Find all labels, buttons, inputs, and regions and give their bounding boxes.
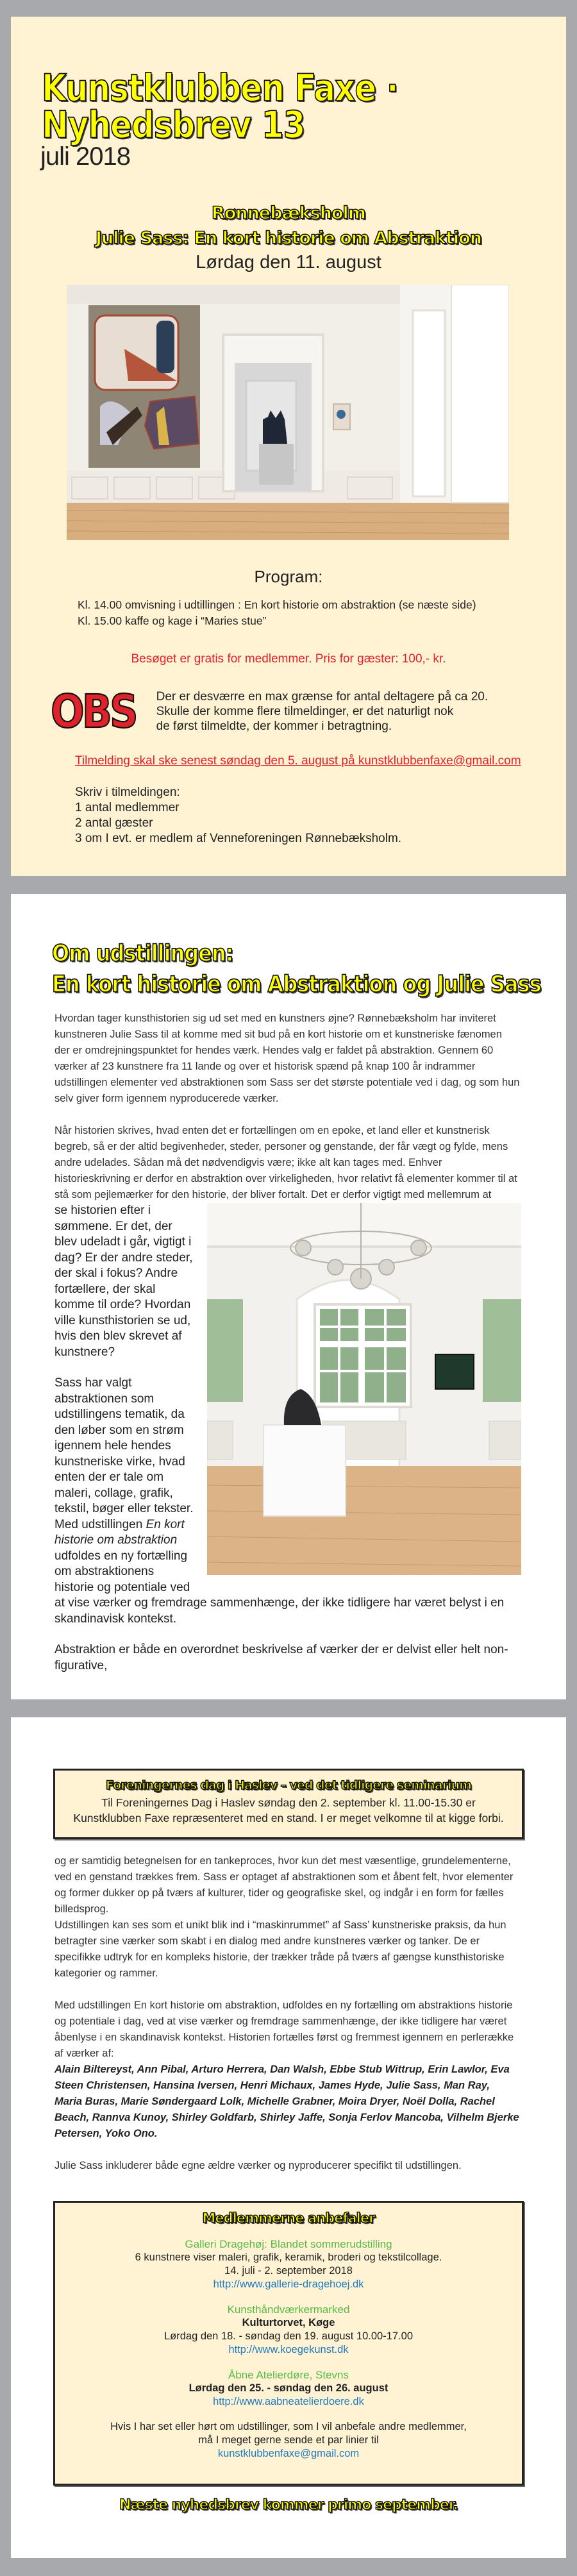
obs-line: de først tilmeldte, der kommer i betragtning.: [156, 720, 392, 733]
about-paragraph: Hvordan tager kunsthistorien sig ud set med en kunstners øjne? Rønnebæksholm har inviteret kunstneren Julie Sass til at komme med sit bud på en kort historie om et kunstneriske fænomen der er omdrejningspunktet for hendes værk. Hendes valg er faldet på abstraktion. Gennem 60 værker af 23 kunstnere fra 11 lande og over et historisk spænd på knap 100 år indrammer udstillingen elementer ved abstraktionen som Sass ser det største potentiale ved i dag, og som hun selv giver form igennem nyproducerede værker.: [54, 1013, 520, 1104]
outro-line: må I meget gerne sende et par linier til: [198, 2434, 379, 2446]
exhibition-title-italic: En kort historie om abstraktion: [54, 1517, 185, 1547]
haslev-heading: Foreningernes dag i Haslev – ved det tidligere seminarium: [106, 1778, 471, 1792]
about-heading-line: En kort historie om Abstraktion og Julie Sass: [52, 970, 541, 998]
recommendation-link[interactable]: http://www.koegekunst.dk: [228, 2344, 349, 2355]
newsletter-page-2: [11, 894, 566, 1699]
about-paragraph: Abstraktion er både en overordnet beskrivelse af værker der er delvist eller helt non-figurative,: [54, 1643, 508, 1672]
artist-list: Alain Biltereyst, Ann Pibal, Arturo Herrera, Dan Walsh, Ebbe Stub Wittrup, Erin Lawlor, Eva Steen Christensen, Hansina Iversen, Henri Michaux, James Hyde, Julie Sass, Man Ray, Maria Buras, Marie Søndergaard Lolk, Michelle Grabner, Moira Dryer, Noël Dolla, Rachel Beach, Rannva Kunoy, Shirley Goldfarb, Shirley Jaffe, Sonja Ferlov Mancoba, Vilhelm Bjerke Petersen, Yoko Ono.: [54, 2064, 519, 2139]
signup-item: 2 antal gæster: [75, 816, 153, 830]
obs-text: [156, 689, 489, 734]
signup-deadline-link[interactable]: Tilmelding skal ske senest søndag den 5. august på kunstklubbenfaxe@gmail.com: [75, 754, 521, 768]
about-article-continued: [54, 1203, 521, 1674]
program-heading: Program:: [254, 567, 323, 586]
signup-item: 1 antal medlemmer: [75, 801, 180, 814]
recommendation-title: Åbne Atelierdøre, Stevns: [228, 2369, 349, 2381]
haslev-line: Til Foreningernes Dag i Haslev søndag den 2. september kl. 11.00-15.30 er: [101, 1796, 476, 1809]
price-notice: Besøget er gratis for medlemmer. Pris for gæster: 100,- kr.: [131, 652, 446, 666]
obs-line: Skulle der komme flere tilmeldinger, er det naturligt nok: [156, 705, 454, 718]
program-line: Kl. 15.00 kaffe og kage i “Maries stue”: [78, 614, 267, 627]
haslev-line: Kunstklubben Faxe repræsenteret med en stand. I er meget velkomne til at kigge forbi.: [73, 1812, 504, 1824]
obs-line: Der er desværre en max grænse for antal deltagere på ca 20.: [156, 690, 489, 703]
signup-instructions: [75, 785, 566, 846]
contact-email-link[interactable]: kunstklubbenfaxe@gmail.com: [217, 2448, 360, 2459]
chandelier-room-image: [207, 1203, 521, 1575]
next-newsletter-note: Næste nyhedsbrev kommer primo september.: [119, 2497, 458, 2513]
haslev-text: [62, 1795, 515, 1826]
recommendation-dates: 14. juli - 2. september 2018: [224, 2265, 353, 2277]
obs-notice: [51, 684, 566, 738]
recommendation-outro: [62, 2420, 515, 2461]
recommendation-dates: Lørdag den 18. - søndag den 19. august 10.00-17.00: [163, 2330, 414, 2342]
recommendation-link[interactable]: http://www.gallerie-dragehoej.dk: [213, 2278, 364, 2290]
newsletter-page-1: [11, 17, 566, 876]
recommendation-item: [62, 2368, 515, 2409]
recommendation-title: Galleri Dragehøj: Blandet sommerudstilling: [185, 2238, 392, 2250]
recommendation-dates: Lørdag den 25. - søndag den 26. august: [188, 2382, 389, 2394]
about-paragraph: Julie Sass inkluderer både egne ældre værker og nyproducerer specifikt til udstillingen.: [54, 2160, 462, 2171]
signup-heading: Skriv i tilmeldingen:: [75, 786, 180, 799]
haslev-notice-box: [53, 1769, 524, 1839]
gallery-room-image: [67, 285, 509, 540]
newsletter-title: Kunstklubben Faxe · Nyhedsbrev 13: [42, 66, 398, 147]
about-heading: [52, 938, 566, 1000]
about-paragraph: se historien efter i sømmene. Er det, der blev udeladt i går, vigtigt i dag? Er der andre steder, der skal i fokus? Andre fortællere, der skal komme til orde? Hvordan ville kunsthistorien se ud, hvis den blev skrevet af kunstnere?: [54, 1204, 193, 1359]
recommendation-link[interactable]: http://www.aabneatelierdoere.dk: [213, 2396, 364, 2407]
event-venue: Rønnebæksholm: [212, 203, 365, 223]
about-paragraph: Når historien skrives, hvad enten det er fortællingen om en epoke, et land eller et kunstnerisk begreb, så er der altid begivenheder, steder, personer og genstande, der får vægt og fylde, mens andre udelades. Sådan må det nødvendigvis være; ikke alt kan tages med. Enhver historieskrivning er derfor en abstraktion over virkeligheden, hvor relativt få elementer kommer til at stå som pejlemærker for den historie, der bliver fortalt. Det er derfor vigtigt med mellemrum at: [54, 1125, 517, 1200]
newsletter-page-3: [11, 1717, 566, 2558]
about-paragraph: og er samtidig betegnelsen for en tankeproces, hvor kun det mest væsentlige, grundelementerne, ved en genstand trækkes frem. Sass er optaget af abstraktionen som et åbent felt, hvor elementer og former dukker op på tværs af kulturer, tider og geografiske skel, og indgår i en form for fælles billedsprog.: [54, 1855, 514, 1915]
recommendation-detail: 6 kunstnere viser maleri, grafik, keramik, broderi og tekstilcollage.: [135, 2252, 442, 2263]
about-text: udfoldes en ny fortælling om abstraktionens historie og potentiale ved at vise værker og fremdrage sammenhænge, der ikke tidligere har været belyst i en skandinavisk kontekst.: [54, 1549, 505, 1626]
recommendations-heading: Medlemmerne anbefaler: [202, 2210, 375, 2226]
exhibition-photo-chandelier-room: [207, 1203, 521, 1575]
about-paragraph: Med udstillingen En kort historie om abstraktion, udfoldes en ny fortælling om abstraktions historie og potentiale i dag, ved at vise værker og fremdrage sammenhænge, der ikke tidligere har været åbenlyse i en skandinavisk kontekst. Historien fortælles først og fremmest igennem en perlerække af værker af:: [54, 1999, 514, 2059]
recommendations-box: [53, 2201, 524, 2486]
about-paragraph: Udstillingen kan ses som et unikt blik ind i “maskinrummet” af Sass’ kunstneriske praksis, da hun betragter sine værker som skabt i en dialog med andre kunstneres værker og tanker. De er specifikke udtryk for en kompleks historie, der trækker tråde på tværs af gængse kunsthistoriske kategorier og rammer.: [54, 1919, 506, 1979]
exhibition-photo-gallery-room: [67, 285, 509, 540]
obs-label: OBS: [51, 684, 136, 738]
newsletter-date: juli 2018: [40, 142, 131, 171]
about-article-end: [54, 1853, 520, 2174]
program-line: Kl. 14.00 omvisning i udtillingen : En kort historie om abstraktion (se næste side): [78, 598, 476, 611]
recommendation-title: Kunsthåndværkermarked: [227, 2303, 350, 2316]
about-text: Sass har valgt abstraktionen som udstillingens tematik, da den løber som en strøm igennem hele hendes kunstneriske virke, hvad enten der er tale om maleri, collage, grafik, tekstil, bøger eller tekster. Med udstillingen: [54, 1376, 194, 1531]
about-heading-line: Om udstillingen:: [52, 939, 233, 967]
recommendation-item: [62, 2237, 515, 2291]
program-list: [78, 597, 566, 629]
signup-item: 3 om I evt. er medlem af Venneforeningen Rønnebæksholm.: [75, 832, 402, 845]
outro-line: Hvis I har set eller hørt om udstillinger, som I vil anbefale andre medlemmer,: [110, 2421, 467, 2432]
event-title: Julie Sass: En kort historie om Abstraktion: [96, 228, 481, 248]
recommendation-location: Kulturtorvet, Køge: [242, 2317, 335, 2328]
recommendation-item: [62, 2303, 515, 2357]
event-date: Lørdag den 11. august: [196, 252, 381, 273]
about-article: [54, 1011, 520, 1203]
